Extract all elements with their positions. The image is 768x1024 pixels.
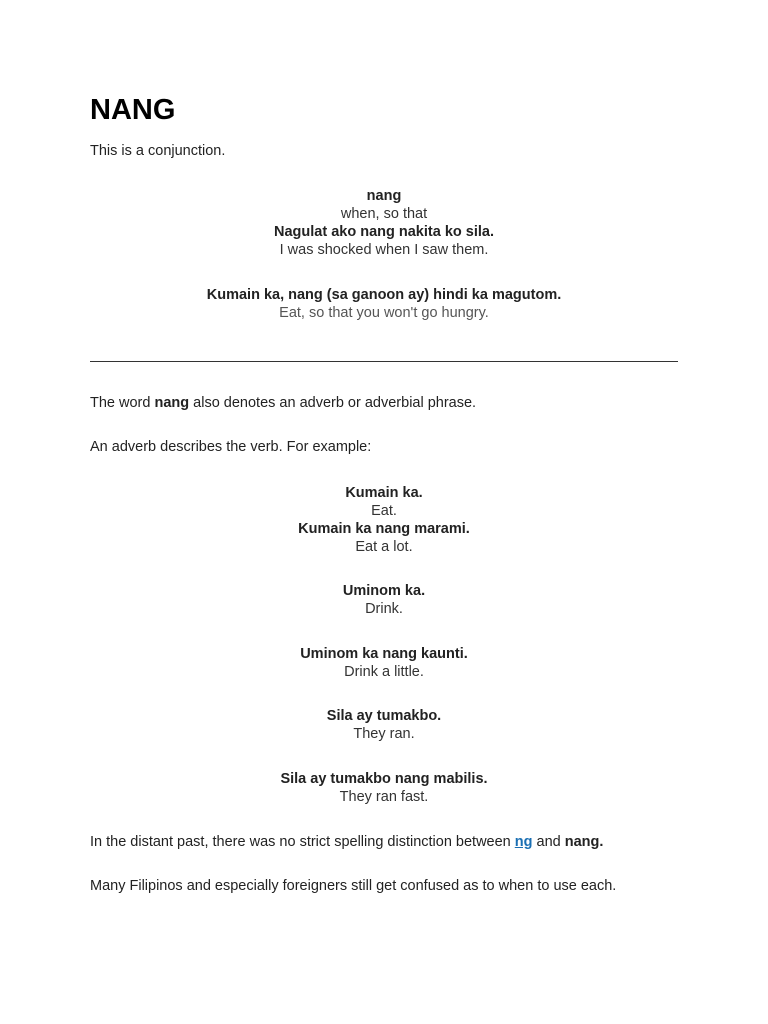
- example-tagalog: Uminom ka.: [342, 583, 426, 599]
- example-tagalog: Uminom ka nang kaunti.: [300, 646, 468, 662]
- example-english: They ran.: [353, 726, 415, 742]
- example-english: I was shocked when I saw them.: [279, 242, 489, 258]
- example-tagalog: Nagulat ako nang nakita ko sila.: [274, 224, 494, 240]
- past-note: [90, 833, 603, 851]
- intro-text: This is a conjunction.: [90, 143, 226, 159]
- adverb-description: An adverb describes the verb. For example:: [90, 439, 372, 455]
- past-note-bold: nang.: [564, 834, 604, 850]
- example-group-4: [90, 707, 678, 743]
- adverb-intro: [90, 394, 476, 412]
- example-english: Drink a little.: [344, 664, 424, 680]
- past-note-pre: In the distant past, there was no strict spelling distinction between: [90, 834, 515, 850]
- conjunction-example-2: [90, 286, 678, 322]
- adverb-intro-post: also denotes an adverb or adverbial phrase.: [189, 395, 477, 411]
- confusion-note: Many Filipinos and especially foreigners still get confused as to when to use each.: [90, 878, 617, 894]
- adverb-intro-pre: The word: [90, 395, 155, 411]
- conjunction-definition: [90, 187, 678, 259]
- example-group-5: [90, 770, 678, 806]
- example-group-1: [90, 484, 678, 556]
- example-english: Eat a lot.: [355, 539, 413, 555]
- past-note-mid: and: [532, 834, 565, 850]
- example-english: Drink.: [365, 601, 403, 617]
- adverb-intro-bold: nang: [154, 395, 190, 411]
- example-tagalog: Kumain ka.: [345, 485, 423, 501]
- example-english: Eat, so that you won't go hungry.: [279, 305, 489, 321]
- example-english: Eat.: [371, 503, 397, 519]
- term-nang: nang: [366, 188, 402, 204]
- example-english: They ran fast.: [339, 789, 429, 805]
- example-tagalog: Kumain ka nang marami.: [298, 521, 470, 537]
- example-group-2: [90, 582, 678, 618]
- example-tagalog: Kumain ka, nang (sa ganoon ay) hindi ka magutom.: [206, 287, 562, 303]
- page-title: NANG: [90, 94, 176, 126]
- section-divider: [90, 361, 678, 362]
- example-group-3: [90, 645, 678, 681]
- term-meaning: when, so that: [340, 206, 428, 222]
- example-tagalog: Sila ay tumakbo nang mabilis.: [280, 771, 488, 787]
- ng-link[interactable]: ng: [514, 834, 533, 850]
- example-tagalog: Sila ay tumakbo.: [326, 708, 442, 724]
